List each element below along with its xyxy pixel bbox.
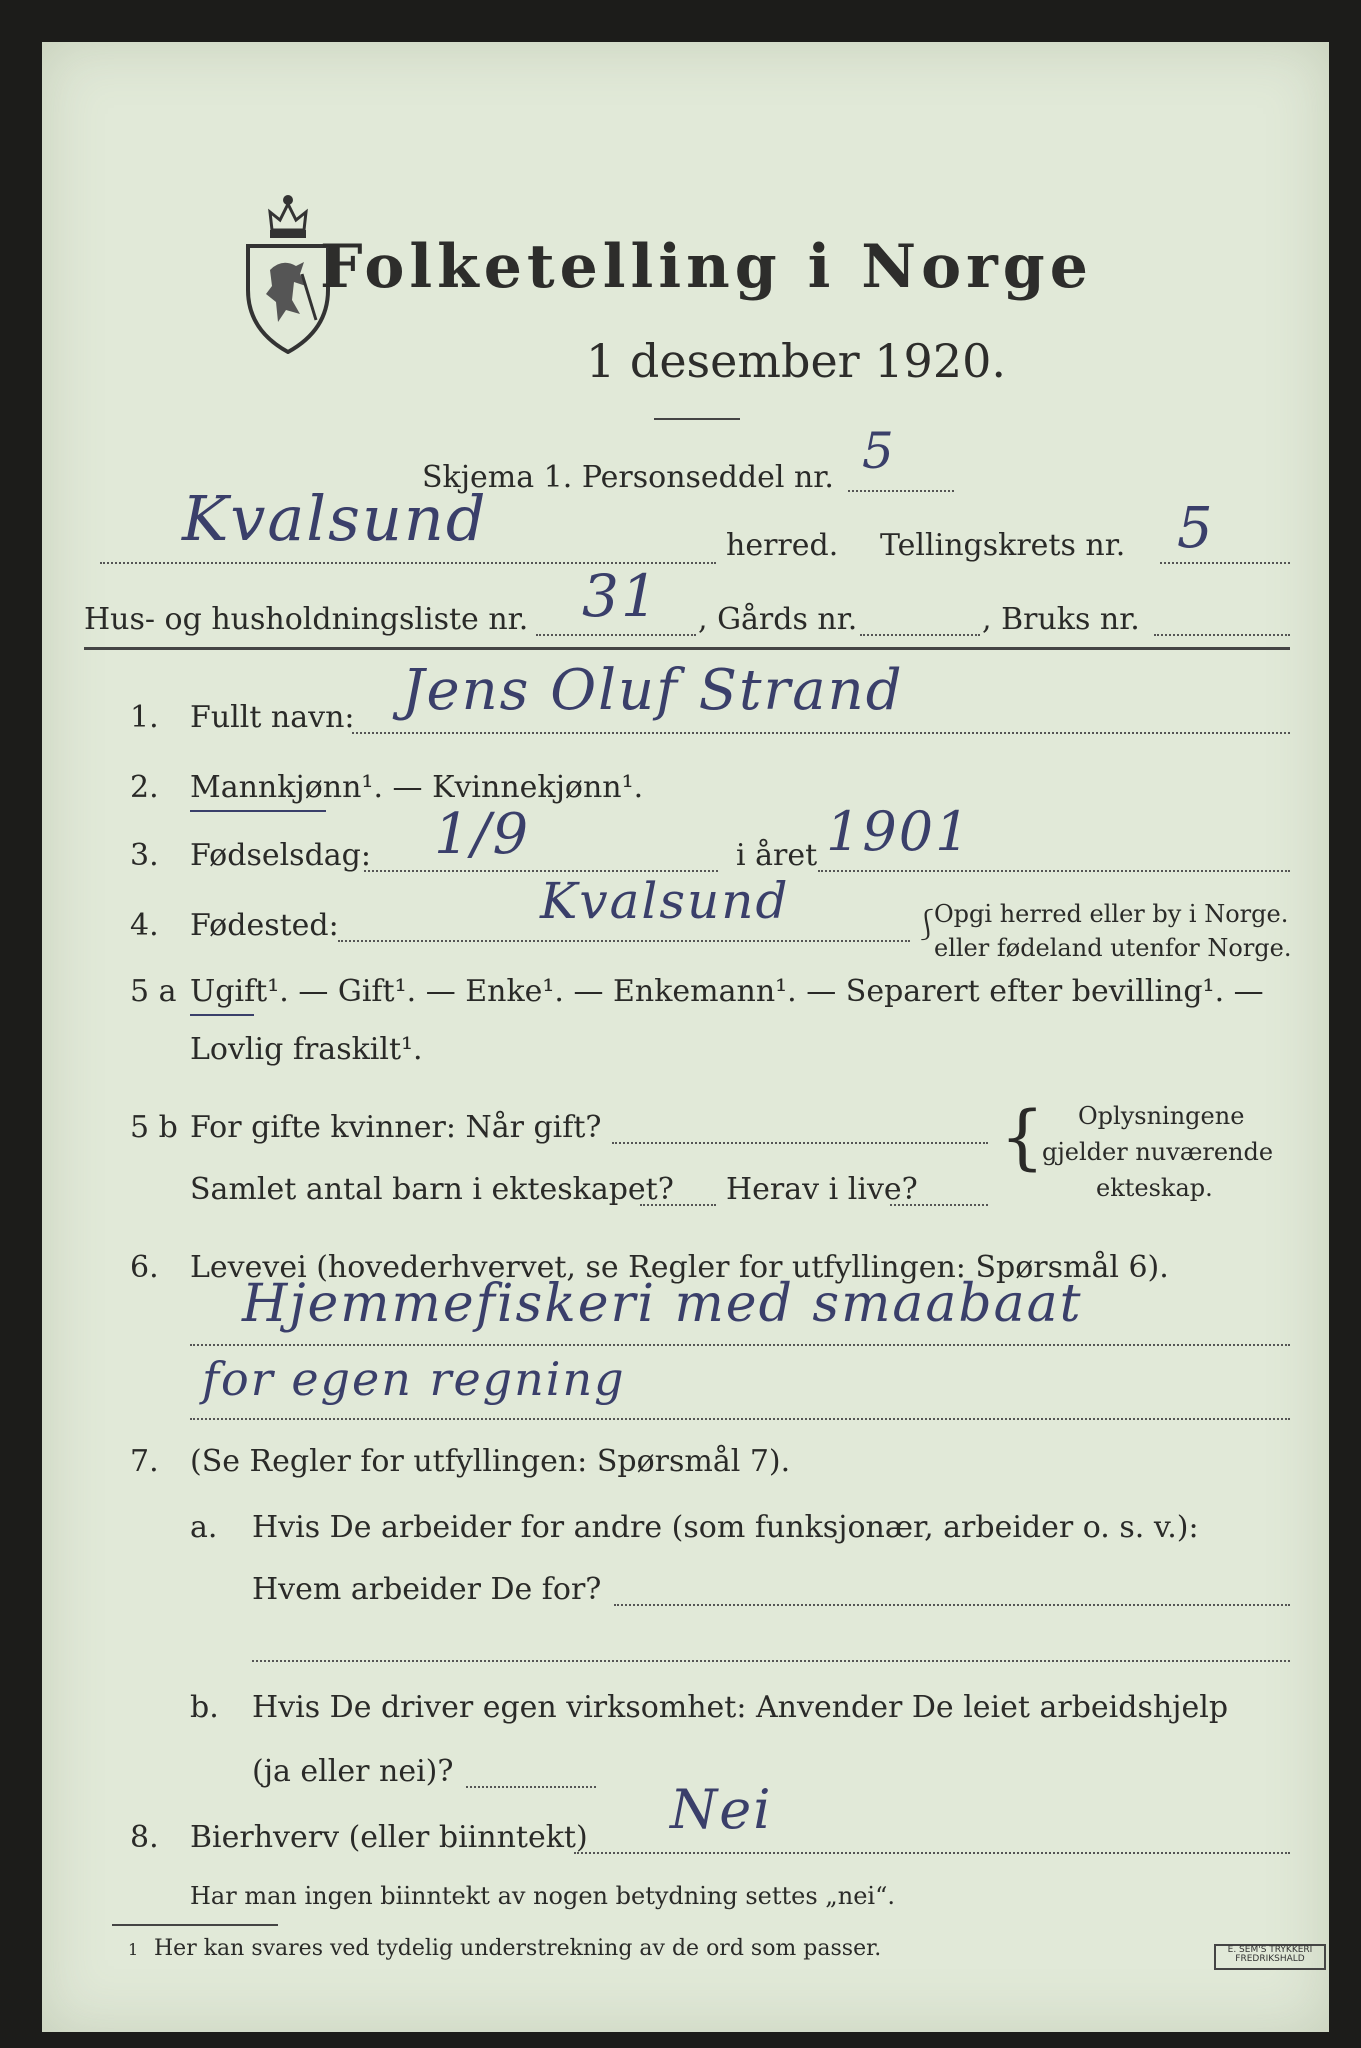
q5b-label-3: Herav i live? (726, 1172, 918, 1207)
gards-label: , Gårds nr. (698, 602, 858, 637)
q7-number: 7. (130, 1444, 159, 1479)
q1-number: 1. (130, 700, 159, 735)
q8-value: Nei (670, 1778, 773, 1841)
tellingskrets-line (1160, 562, 1290, 564)
q5b-married-line (612, 1142, 988, 1144)
q7b-label-2: (ja eller nei)? (252, 1754, 454, 1789)
q4-brace: ⎰ (912, 908, 942, 943)
gards-line (860, 634, 980, 636)
q6-number: 6. (130, 1250, 159, 1285)
hus-value: 31 (582, 562, 660, 630)
q4-note-2: eller fødeland utenfor Norge. (934, 934, 1292, 962)
q3-number: 3. (130, 838, 159, 873)
title-divider (654, 418, 740, 420)
q3-year-label: i året (736, 838, 818, 873)
hus-label: Hus- og husholdningsliste nr. (84, 602, 529, 637)
q7a-number: a. (190, 1510, 218, 1545)
q7a-label-2: Hvem arbeider De for? (252, 1572, 602, 1607)
q7b-number: b. (190, 1690, 219, 1725)
q2-underline-mark (190, 810, 326, 812)
q8-label: Bierhverv (eller biinntekt) (190, 1820, 588, 1855)
header-rule (84, 647, 1290, 650)
footnote-mark: 1 (128, 1940, 139, 1959)
printer-stamp: E. SEM'S TRYKKERI FREDRIKSHALD (1214, 1944, 1326, 1970)
bruks-label: , Bruks nr. (982, 602, 1140, 637)
q4-line (338, 940, 910, 942)
q6-line-2 (190, 1418, 1290, 1420)
q5b-note-3: ekteskap. (1096, 1174, 1213, 1202)
q7-label: (Se Regler for utfyllingen: Spørsmål 7). (190, 1444, 791, 1479)
q7a-label: Hvis De arbeider for andre (som funksjonær, arbeider o. s. v.): (252, 1510, 1199, 1545)
q5b-alive-line (890, 1204, 988, 1206)
q2-label: Mannkjønn¹. — Kvinnekjønn¹. (190, 770, 644, 805)
q6-value-1: Hjemmefiskeri med smaabaat (242, 1274, 1083, 1334)
herred-label: herred. (726, 528, 839, 563)
q7a-line-2 (252, 1660, 1290, 1662)
q4-label: Fødested: (190, 908, 339, 943)
q5b-number: 5 b (130, 1110, 178, 1145)
q3-label: Fødselsdag: (190, 838, 371, 873)
q8-number: 8. (130, 1820, 159, 1855)
q5b-brace: { (1000, 1096, 1045, 1178)
q5b-note-1: Oplysningene (1078, 1102, 1245, 1130)
tellingskrets-label: Tellingskrets nr. (880, 528, 1126, 563)
q7a-line-1 (614, 1604, 1290, 1606)
form-title: Folketelling i Norge (320, 232, 1093, 302)
q5a-label-2: Lovlig fraskilt¹. (190, 1032, 423, 1067)
footnote: Her kan svares ved tydelig understrekning av de ord som passer. (154, 1936, 882, 1961)
q5b-label: For gifte kvinner: Når gift? (190, 1110, 602, 1145)
census-date: 1 desember 1920. (586, 334, 1006, 388)
q1-value: Jens Oluf Strand (402, 658, 904, 723)
herred-value: Kvalsund (182, 482, 488, 555)
personseddel-value: 5 (862, 422, 896, 480)
footnote-rule (112, 1924, 278, 1926)
q3-year-value: 1901 (826, 800, 972, 863)
personseddel-line (848, 490, 954, 492)
q6-value-2: for egen regning (202, 1352, 626, 1406)
hus-line (536, 634, 696, 636)
skjema-label: Skjema 1. Personseddel nr. (422, 460, 834, 495)
q7b-label: Hvis De driver egen virksomhet: Anvender De leiet arbeidshjelp (252, 1690, 1229, 1725)
q5a-underline-mark (190, 1014, 254, 1016)
q5b-note-2: gjelder nuværende (1042, 1138, 1274, 1166)
q2-number: 2. (130, 770, 159, 805)
census-form-sheet (42, 42, 1329, 2032)
nei-note: Har man ingen biinntekt av nogen betydning settes „nei“. (190, 1882, 895, 1910)
q4-number: 4. (130, 908, 159, 943)
q8-line (574, 1852, 1290, 1854)
q6-label: Levevei (hovederhvervet, se Regler for utfyllingen: Spørsmål 6). (190, 1250, 1169, 1285)
q6-line-1 (190, 1344, 1290, 1346)
q5a-label: Ugift¹. — Gift¹. — Enke¹. — Enkemann¹. — Separert efter bevilling¹. — (190, 974, 1264, 1009)
q5b-children-line (640, 1204, 716, 1206)
bruks-line (1154, 634, 1290, 636)
q5b-label-2: Samlet antal barn i ekteskapet? (190, 1172, 674, 1207)
q7b-line (466, 1786, 596, 1788)
q4-value: Kvalsund (540, 872, 790, 930)
q3-value: 1/9 (434, 802, 531, 867)
tellingskrets-value: 5 (1177, 496, 1215, 561)
q1-line (352, 732, 1290, 734)
q1-label: Fullt navn: (190, 700, 355, 735)
q5a-number: 5 a (130, 974, 177, 1009)
q3-year-line (818, 870, 1290, 872)
q4-note-1: Opgi herred eller by i Norge. (934, 900, 1289, 928)
